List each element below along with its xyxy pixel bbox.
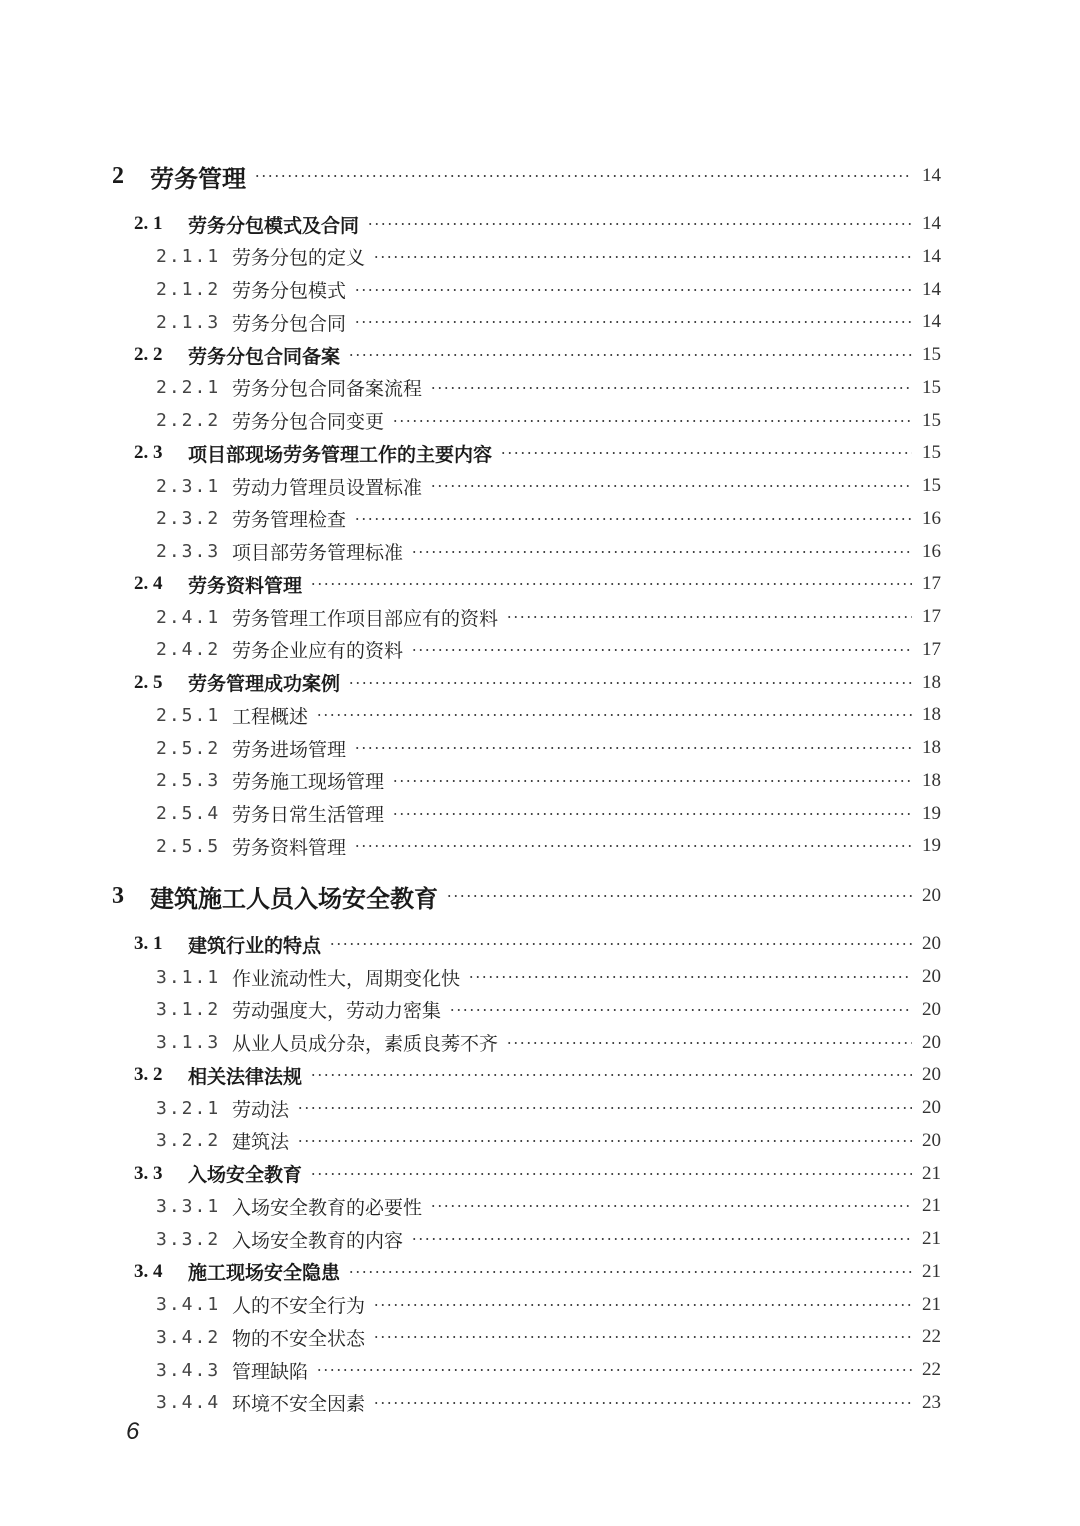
toc-entry-number: 3.4.1 — [156, 1294, 221, 1315]
toc-entry-title: 人的不安全行为 — [232, 1295, 366, 1317]
toc-entry-title: 环境不安全因素 — [232, 1393, 366, 1416]
toc-entry-title: 劳务资料管理 — [188, 574, 303, 597]
toc-entry-page: 20 — [922, 1129, 941, 1151]
toc-entry-sub[interactable] — [0, 1356, 1080, 1384]
toc-entry-page: 21 — [922, 1293, 941, 1315]
toc-entry-sub[interactable] — [0, 1291, 1080, 1319]
toc-entry-section[interactable] — [0, 570, 1080, 598]
toc-entry-page: 23 — [922, 1391, 941, 1413]
toc-entry-number: 3.1.1 — [156, 966, 221, 988]
toc-entry-number: 3.4.2 — [156, 1326, 221, 1348]
toc-entry-sub[interactable] — [0, 767, 1080, 795]
dot-leader — [446, 895, 912, 897]
toc-entry-sub[interactable] — [0, 800, 1080, 828]
toc-entry-number: 3. 3 — [134, 1162, 163, 1184]
toc-entry-section[interactable] — [0, 1258, 1080, 1286]
toc-entry-chapter[interactable] — [0, 159, 1080, 193]
toc-entry-page: 20 — [922, 1097, 941, 1118]
toc-entry-sub[interactable] — [0, 538, 1080, 566]
toc-entry-sub[interactable] — [0, 701, 1080, 729]
toc-entry-page: 20 — [922, 885, 941, 907]
toc-entry-number: 2.1.1 — [156, 246, 221, 268]
toc-entry-number: 2.5.1 — [156, 704, 221, 726]
dot-leader — [348, 682, 912, 684]
toc-entry-title: 劳务管理检查 — [232, 509, 347, 532]
toc-entry-sub[interactable] — [0, 505, 1080, 533]
toc-entry-title: 施工现场安全隐患 — [188, 1262, 341, 1285]
dot-leader — [500, 452, 912, 454]
dot-leader — [310, 1173, 912, 1175]
toc-entry-sub[interactable] — [0, 374, 1080, 402]
dot-leader — [348, 354, 912, 356]
toc-entry-page: 19 — [922, 802, 941, 824]
toc-entry-title: 劳动法 — [232, 1098, 290, 1121]
toc-entry-number: 3.2.2 — [156, 1130, 221, 1152]
toc-entry-title: 入场安全教育 — [188, 1164, 303, 1186]
toc-entry-number: 2. 5 — [134, 671, 163, 693]
dot-leader — [373, 256, 912, 258]
toc-entry-section[interactable] — [0, 1160, 1080, 1188]
toc-entry-number: 3.2.1 — [156, 1097, 221, 1119]
toc-entry-title: 从业人员成分杂，素质良莠不齐 — [232, 1033, 499, 1055]
dot-leader — [373, 1304, 912, 1306]
toc-entry-page: 19 — [922, 835, 941, 857]
toc-entry-page: 20 — [922, 933, 941, 955]
toc-entry-page: 21 — [922, 1162, 941, 1184]
toc-entry-number: 2. 4 — [134, 573, 163, 595]
dot-leader — [354, 289, 912, 291]
toc-entry-sub[interactable] — [0, 1127, 1080, 1155]
toc-entry-number: 3. 1 — [134, 933, 163, 955]
toc-entry-page: 20 — [922, 1064, 941, 1086]
toc-entry-page: 17 — [922, 606, 941, 627]
toc-entry-section[interactable] — [0, 669, 1080, 697]
dot-leader — [316, 714, 912, 716]
toc-entry-sub[interactable] — [0, 1225, 1080, 1253]
toc-entry-page: 20 — [922, 998, 941, 1020]
dot-leader — [329, 943, 912, 945]
toc-entry-number: 2 — [112, 162, 124, 189]
toc-entry-number: 2.1.3 — [156, 311, 221, 333]
toc-entry-page: 14 — [922, 213, 941, 234]
toc-entry-title: 劳务管理 — [150, 163, 246, 193]
dot-leader — [367, 223, 912, 225]
toc-entry-title: 管理缺陷 — [232, 1360, 309, 1383]
toc-entry-title: 物的不安全状态 — [232, 1327, 366, 1350]
toc-entry-number: 2.1.2 — [156, 279, 221, 300]
toc-entry-number: 3.4.3 — [156, 1359, 221, 1381]
toc-entry-number: 3 — [112, 882, 124, 909]
toc-entry-number: 2.4.2 — [156, 639, 221, 661]
toc-entry-page: 14 — [922, 278, 941, 300]
dot-leader — [348, 1271, 912, 1273]
toc-entry-number: 2.5.2 — [156, 737, 221, 759]
toc-entry-page: 18 — [922, 737, 941, 758]
toc-entry-page: 15 — [922, 475, 941, 496]
dot-leader — [506, 1042, 912, 1044]
toc-entry-sub[interactable] — [0, 276, 1080, 304]
dot-leader — [316, 1369, 912, 1371]
toc-entry-number: 2.4.1 — [156, 606, 221, 628]
toc-entry-page: 18 — [922, 671, 941, 693]
toc-entry-page: 22 — [922, 1326, 941, 1348]
toc-entry-sub[interactable] — [0, 1389, 1080, 1417]
toc-entry-page: 21 — [922, 1195, 941, 1217]
toc-entry-title: 工程概述 — [232, 705, 309, 728]
toc-entry-sub[interactable] — [0, 636, 1080, 664]
toc-entry-section[interactable] — [0, 930, 1080, 958]
toc-entry-sub[interactable] — [0, 963, 1080, 991]
toc-entry-title: 劳动力管理员设置标准 — [232, 476, 423, 499]
toc-entry-page: 21 — [922, 1228, 941, 1249]
toc-entry-sub[interactable] — [0, 472, 1080, 500]
toc-entry-sub[interactable] — [0, 1029, 1080, 1057]
toc-entry-page: 17 — [922, 573, 941, 595]
toc-entry-title: 劳务管理工作项目部应有的资料 — [232, 607, 499, 630]
toc-entry-title: 项目部劳务管理标准 — [232, 542, 404, 564]
toc-entry-title: 劳务管理成功案例 — [188, 673, 341, 695]
toc-entry-title: 建筑法 — [232, 1131, 290, 1154]
toc-entry-sub[interactable] — [0, 1192, 1080, 1220]
toc-entry-title: 劳务分包合同备案流程 — [232, 378, 423, 401]
toc-entry-title: 劳务分包合同变更 — [232, 411, 385, 433]
toc-entry-title: 相关法律法规 — [188, 1065, 303, 1088]
dot-leader — [392, 813, 912, 815]
toc-entry-number: 3.4.4 — [156, 1392, 221, 1414]
dot-leader — [373, 1336, 912, 1338]
toc-entry-sub[interactable] — [0, 1094, 1080, 1122]
toc-entry-title: 作业流动性大，周期变化快 — [232, 967, 461, 990]
toc-entry-title: 劳务施工现场管理 — [232, 771, 385, 794]
toc-entry-number: 2.5.4 — [156, 803, 221, 824]
toc-entry-number: 2.3.2 — [156, 508, 221, 530]
toc-entry-section[interactable] — [0, 210, 1080, 238]
toc-entry-sub[interactable] — [0, 734, 1080, 762]
toc-entry-title: 劳务分包模式 — [232, 280, 347, 302]
dot-leader — [354, 321, 912, 323]
dot-leader — [354, 845, 912, 847]
dot-leader — [354, 518, 912, 520]
toc-entry-page: 15 — [922, 409, 941, 431]
dot-leader — [430, 485, 912, 487]
toc-entry-section[interactable] — [0, 1061, 1080, 1089]
dot-leader — [411, 551, 912, 553]
toc-entry-number: 2.5.5 — [156, 835, 221, 857]
toc-entry-page: 18 — [922, 704, 941, 726]
toc-entry-sub[interactable] — [0, 1323, 1080, 1351]
toc-entry-number: 3.1.3 — [156, 1032, 221, 1053]
toc-entry-title: 劳务日常生活管理 — [232, 804, 385, 826]
toc-entry-title: 劳务分包模式及合同 — [188, 214, 360, 237]
toc-entry-sub[interactable] — [0, 996, 1080, 1024]
toc-entry-title: 劳务进场管理 — [232, 738, 347, 761]
dot-leader — [310, 583, 912, 585]
toc-entry-sub[interactable] — [0, 832, 1080, 860]
toc-entry-title: 劳动强度大，劳动力密集 — [232, 1000, 442, 1023]
dot-leader — [392, 420, 912, 422]
toc-entry-number: 3.3.2 — [156, 1228, 221, 1250]
toc-entry-section[interactable] — [0, 341, 1080, 369]
toc-entry-title: 入场安全教育的必要性 — [232, 1196, 423, 1219]
dot-leader — [254, 175, 912, 177]
footer-page-number: 6 — [126, 1418, 140, 1445]
toc-entry-title: 建筑施工人员入场安全教育 — [150, 883, 438, 913]
toc-entry-page: 14 — [922, 311, 941, 333]
toc-entry-page: 17 — [922, 638, 941, 660]
toc-entry-sub[interactable] — [0, 308, 1080, 336]
dot-leader — [506, 616, 912, 618]
toc-entry-title: 劳务分包合同备案 — [188, 345, 341, 368]
dot-leader — [354, 747, 912, 749]
dot-leader — [411, 649, 912, 651]
toc-entry-number: 2.5.3 — [156, 770, 221, 792]
dot-leader — [297, 1140, 912, 1142]
toc-entry-title: 劳务分包合同 — [232, 312, 347, 335]
toc-entry-title: 劳务资料管理 — [232, 836, 347, 859]
dot-leader — [430, 1205, 912, 1207]
toc-entry-number: 3. 2 — [134, 1064, 163, 1086]
toc-entry-page: 20 — [922, 1031, 941, 1053]
toc-entry-page: 22 — [922, 1359, 941, 1380]
toc-entry-number: 2. 2 — [134, 344, 163, 365]
toc-entry-title: 入场安全教育的内容 — [232, 1229, 404, 1252]
toc-entry-number: 2.2.2 — [156, 410, 221, 431]
toc-entry-number: 3. 4 — [134, 1260, 163, 1282]
dot-leader — [411, 1238, 912, 1240]
dot-leader — [449, 1009, 912, 1011]
toc-entry-sub[interactable] — [0, 243, 1080, 271]
toc-entry-sub[interactable] — [0, 603, 1080, 631]
toc-entry-page: 14 — [922, 245, 941, 267]
toc-entry-number: 2. 1 — [134, 213, 163, 234]
dot-leader — [310, 1074, 912, 1076]
toc-entry-page: 18 — [922, 769, 941, 791]
toc-entry-page: 14 — [922, 165, 941, 186]
toc-entry-number: 3.3.1 — [156, 1195, 221, 1217]
toc-entry-number: 2.2.1 — [156, 377, 221, 399]
dot-leader — [392, 780, 912, 782]
toc-entry-number: 2.3.3 — [156, 541, 221, 562]
toc-entry-title: 建筑行业的特点 — [188, 934, 322, 957]
toc-entry-page: 20 — [922, 966, 941, 987]
toc-entry-page: 15 — [922, 344, 941, 365]
toc-entry-title: 劳务分包的定义 — [232, 247, 366, 270]
toc-entry-page: 15 — [922, 376, 941, 398]
dot-leader — [297, 1107, 912, 1109]
dot-leader — [468, 976, 912, 978]
toc-entry-chapter[interactable] — [0, 879, 1080, 913]
toc-entry-sub[interactable] — [0, 407, 1080, 435]
toc-entry-page: 16 — [922, 540, 941, 562]
toc-entry-page: 16 — [922, 507, 941, 529]
toc-entry-page: 21 — [922, 1260, 941, 1282]
toc-entry-section[interactable] — [0, 439, 1080, 467]
toc-entry-title: 劳务企业应有的资料 — [232, 640, 404, 663]
toc-entry-page: 15 — [922, 442, 941, 464]
toc-entry-number: 3.1.2 — [156, 999, 221, 1021]
toc-entry-number: 2. 3 — [134, 442, 163, 464]
dot-leader — [430, 387, 912, 389]
toc-entry-number: 2.3.1 — [156, 475, 221, 497]
dot-leader — [373, 1402, 912, 1404]
toc-entry-title: 项目部现场劳务管理工作的主要内容 — [188, 443, 493, 466]
